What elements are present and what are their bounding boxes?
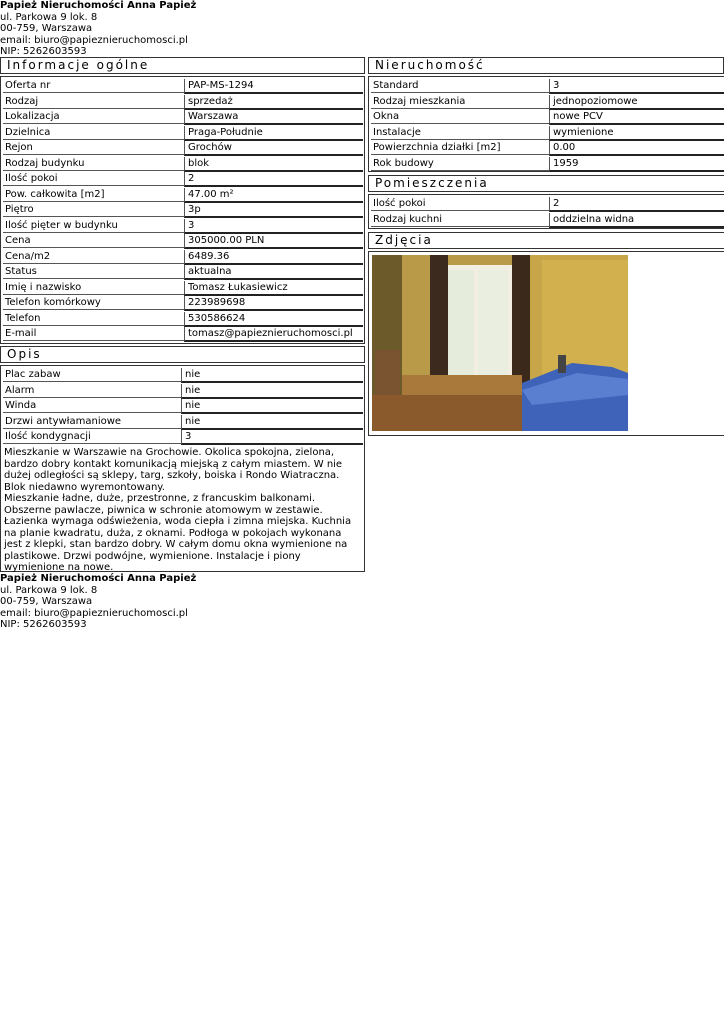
section-header-description: Opis xyxy=(0,346,365,363)
row-label: Rodzaj xyxy=(3,95,186,109)
table-row xyxy=(3,172,363,186)
agency-name: Papież Nieruchomości Anna Papież xyxy=(0,573,197,584)
row-label: E-mail xyxy=(3,327,186,341)
row-label: Lokalizacja xyxy=(3,110,186,124)
agency-street: ul. Parkowa 9 lok. 8 xyxy=(0,11,98,23)
table-row xyxy=(3,141,363,155)
row-label: Okna xyxy=(371,110,551,124)
row-value: 0.00 xyxy=(549,141,724,156)
table-row xyxy=(3,327,363,341)
description-paragraph: Mieszkanie w Warszawie na Grochowie. Okolica spokojna, zielona, bardzo dobry kontakt komunikacją miejską z całym miastem. W nie dużej odległości są sklepy, targ, szkoły, boiska i Rondo Wiatraczna. Blok niedawno wyremontowany. xyxy=(4,447,343,493)
row-label: Winda xyxy=(3,399,183,413)
table-row xyxy=(3,430,363,444)
agency-city: 00-759, Warszawa xyxy=(0,596,93,607)
agency-street: ul. Parkowa 9 lok. 8 xyxy=(0,584,98,596)
row-label: Alarm xyxy=(3,384,183,398)
row-value: 2 xyxy=(184,172,363,187)
section-header-property: Nieruchomość xyxy=(368,57,724,74)
agency-email: email: biuro@papieznieruchomosci.pl xyxy=(0,34,188,46)
table-row xyxy=(3,219,363,233)
agency-email: email: biuro@papieznieruchomosci.pl xyxy=(0,607,188,619)
row-label: Powierzchnia działki [m2] xyxy=(371,141,551,155)
row-value: oddzielna widna xyxy=(549,213,724,228)
apartment-photo-image xyxy=(372,255,628,431)
row-value: 305000.00 PLN xyxy=(184,234,363,249)
row-value: nowe PCV xyxy=(549,110,724,125)
table-row xyxy=(371,126,724,140)
row-label: Rodzaj mieszkania xyxy=(371,95,551,109)
row-label: Standard xyxy=(371,79,551,93)
table-row xyxy=(3,126,363,140)
row-value: 3p xyxy=(184,203,363,218)
table-row xyxy=(3,399,363,413)
row-label: Rodzaj kuchni xyxy=(371,213,551,227)
row-value: Praga-Południe xyxy=(184,126,363,141)
row-label: Imię i nazwisko xyxy=(3,281,186,295)
row-label: Rejon xyxy=(3,141,186,155)
row-value: tomasz@papieznieruchomosci.pl xyxy=(184,327,363,342)
section-header-photos: Zdjęcia xyxy=(368,232,724,249)
agency-header xyxy=(0,0,196,58)
row-value: 530586624 xyxy=(184,312,363,327)
row-value: wymienione xyxy=(549,126,724,141)
table-row xyxy=(3,296,363,310)
table-row xyxy=(371,110,724,124)
row-value: nie xyxy=(181,384,363,399)
table-row xyxy=(371,213,724,227)
row-value: nie xyxy=(181,368,363,383)
row-label: Ilość kondygnacji xyxy=(3,430,183,444)
table-row xyxy=(3,234,363,248)
row-value: 47.00 m² xyxy=(184,188,363,203)
row-value: blok xyxy=(184,157,363,172)
row-label: Cena xyxy=(3,234,186,248)
row-value: 6489.36 xyxy=(184,250,363,265)
property-panel xyxy=(368,76,724,172)
row-value: 2 xyxy=(549,197,724,212)
row-value: 223989698 xyxy=(184,296,363,311)
table-row xyxy=(3,250,363,264)
table-row xyxy=(3,265,363,279)
row-label: Telefon komórkowy xyxy=(3,296,186,310)
row-label: Pow. całkowita [m2] xyxy=(3,188,186,202)
section-header-rooms: Pomieszczenia xyxy=(368,175,724,192)
general-panel xyxy=(0,76,365,344)
row-value: 3 xyxy=(184,219,363,234)
row-value: aktualna xyxy=(184,265,363,280)
section-header-general: Informacje ogólne xyxy=(0,57,365,74)
row-label: Telefon xyxy=(3,312,186,326)
table-row xyxy=(3,368,363,382)
table-row xyxy=(3,157,363,171)
table-row xyxy=(3,281,363,295)
apartment-photo[interactable] xyxy=(372,255,628,431)
row-value: jednopoziomowe xyxy=(549,95,724,110)
table-row xyxy=(3,188,363,202)
table-row xyxy=(3,384,363,398)
row-value: sprzedaż xyxy=(184,95,363,110)
agency-nip: NIP: 5262603593 xyxy=(0,619,87,630)
row-label: Piętro xyxy=(3,203,186,217)
description-paragraph: Mieszkanie ładne, duże, przestronne, z francuskim balkonami. Obszerne pawlacze, piwnica w schronie atomowym w zestawie. Łazienka wymaga odświeżenia, woda ciepła i zimna miejska. Kuchnia na planie kwadratu, duża, z oknami. Podłoga w pokojach wykonana jest z klepki, stan bardzo dobry. W całym domu okna wymienione na plastikowe. Drzwi podwójne, wymienione. Instalacje i piony wymienione na nowe. xyxy=(4,493,352,573)
agency-name: Papież Nieruchomości Anna Papież xyxy=(0,0,197,11)
row-label: Drzwi antywłamaniowe xyxy=(3,415,183,429)
description-text xyxy=(4,447,360,574)
agency-nip: NIP: 5262603593 xyxy=(0,46,87,57)
table-row xyxy=(371,79,724,93)
table-row xyxy=(3,95,363,109)
row-label: Rodzaj budynku xyxy=(3,157,186,171)
row-value: 1959 xyxy=(549,157,724,172)
row-value: Grochów xyxy=(184,141,363,156)
table-row xyxy=(3,415,363,429)
row-value: nie xyxy=(181,399,363,414)
row-label: Instalacje xyxy=(371,126,551,140)
row-value: Tomasz Łukasiewicz xyxy=(184,281,363,296)
table-row xyxy=(371,197,724,211)
row-label: Status xyxy=(3,265,186,279)
row-value: PAP-MS-1294 xyxy=(184,79,363,94)
table-row xyxy=(3,203,363,217)
row-value: 3 xyxy=(181,430,363,445)
row-value: Warszawa xyxy=(184,110,363,125)
row-label: Cena/m2 xyxy=(3,250,186,264)
row-label: Ilość pokoi xyxy=(371,197,551,211)
row-value: nie xyxy=(181,415,363,430)
agency-city: 00-759, Warszawa xyxy=(0,23,93,34)
row-label: Dzielnica xyxy=(3,126,186,140)
table-row xyxy=(371,95,724,109)
row-label: Rok budowy xyxy=(371,157,551,171)
rooms-panel xyxy=(368,194,724,229)
table-row xyxy=(3,110,363,124)
row-label: Ilość pięter w budynku xyxy=(3,219,186,233)
row-label: Plac zabaw xyxy=(3,368,183,382)
table-row xyxy=(3,312,363,326)
table-row xyxy=(371,141,724,155)
row-label: Oferta nr xyxy=(3,79,186,93)
row-label: Ilość pokoi xyxy=(3,172,186,186)
agency-footer xyxy=(0,573,196,631)
table-row xyxy=(3,79,363,93)
row-value: 3 xyxy=(549,79,724,94)
table-row xyxy=(371,157,724,171)
